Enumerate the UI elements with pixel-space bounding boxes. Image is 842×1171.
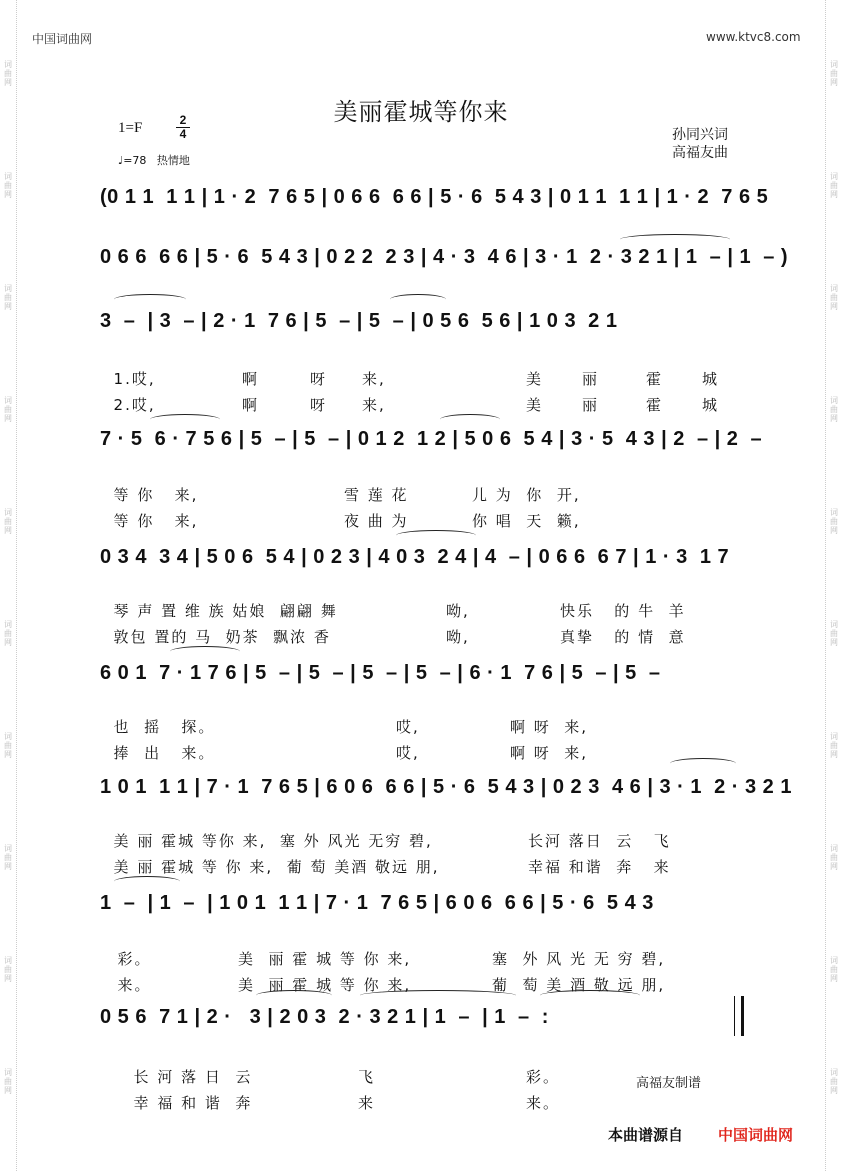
watermark-text: 词曲网 <box>4 172 12 199</box>
time-signature <box>176 114 190 141</box>
slur <box>670 758 736 769</box>
staff-row <box>100 300 740 344</box>
tempo-value: ♩=78 <box>118 154 147 167</box>
lyricist: 孙同兴词 <box>672 127 728 143</box>
key-signature: 1=F <box>118 120 143 136</box>
lyric-line: 捧 出 来。 哎, 啊 呀 来, <box>113 744 589 762</box>
watermark-text: 词曲网 <box>830 620 838 647</box>
lyric-line: 长 河 落 日 云 飞 彩。 <box>133 1068 561 1086</box>
notation-line: 0 3 4 3 4 | 5 0 6 5 4 | 0 2 3 | 4 0 3 2 4 | 4 – | 0 6 6 6 7 | 1 · 3 1 7 <box>100 546 730 568</box>
song-title: 美丽霍城等你来 <box>333 98 509 126</box>
notation-line: 3 – | 3 – | 2 · 1 7 6 | 5 – | 5 – | 0 5 6 5 6 | 1 0 3 2 1 <box>100 310 618 332</box>
staff-row <box>100 536 740 580</box>
notation-line: 6 0 1 7 · 1 7 6 | 5 – | 5 – | 5 – | 5 – | 6 · 1 7 6 | 5 – | 5 – <box>100 662 661 684</box>
notation-line: 1 – | 1 – | 1 0 1 1 1 | 7 · 1 7 6 5 | 6 0 6 6 6 | 5 · 6 5 4 3 <box>100 892 654 914</box>
slur <box>114 876 180 887</box>
slur <box>390 294 446 305</box>
watermark-text: 词曲网 <box>4 1068 12 1095</box>
notation-line: 0 5 6 7 1 | 2 · 3 | 2 0 3 2 · 3 2 1 | 1 – | 1 – : <box>100 1006 549 1028</box>
watermark-text: 词曲网 <box>4 732 12 759</box>
lyric-line: 等 你 来, 雪 莲 花 儿 为 你 开, <box>113 486 581 504</box>
watermark-text: 词曲网 <box>830 508 838 535</box>
slur <box>620 234 730 245</box>
notation-line: 7 · 5 6 · 7 5 6 | 5 – | 5 – | 0 1 2 1 2 | 5 0 6 5 4 | 3 · 5 4 3 | 2 – | 2 – <box>100 428 763 450</box>
source-label: 本曲谱源自 <box>608 1126 684 1144</box>
watermark-text: 词曲网 <box>830 60 838 87</box>
watermark-text: 词曲网 <box>4 396 12 423</box>
lyric-line: 2.哎, 啊 呀 来, 美 丽 霍 城 <box>113 396 720 414</box>
watermark-text: 词曲网 <box>4 284 12 311</box>
tempo-marking <box>118 152 190 168</box>
slur <box>150 414 220 425</box>
slur <box>114 294 186 305</box>
final-repeat-barline <box>734 996 744 1036</box>
watermark-text: 词曲网 <box>830 172 838 199</box>
slur <box>256 990 332 1001</box>
lyric-line: 等 你 来, 夜 曲 为 你 唱 天 籁, <box>113 512 581 530</box>
staff-row <box>100 996 740 1040</box>
site-url-right: www.ktvc8.com <box>706 30 801 44</box>
lyric-line: 彩。 美 丽 霍 城 等 你 来, 塞 外 风 光 无 穷 碧, <box>117 950 666 968</box>
left-watermark-strip <box>0 0 17 1171</box>
lyric-line: 琴 声 置 维 族 姑娘 翩翩 舞 呦, 快乐 的 牛 羊 <box>113 602 686 620</box>
lyric-line: 也 摇 探。 哎, 啊 呀 来, <box>113 718 589 736</box>
slur <box>440 414 500 425</box>
staff-row <box>100 176 769 220</box>
lyric-line: 来。 美 丽 霍 城 等 你 来, 葡 萄 美 酒 敬 远 朋, <box>117 976 666 994</box>
slur <box>540 990 640 1001</box>
staff-row <box>100 882 740 926</box>
site-name-left: 中国词曲网 <box>32 32 93 46</box>
staff-row <box>100 236 789 280</box>
watermark-text: 词曲网 <box>830 284 838 311</box>
watermark-text: 词曲网 <box>830 844 838 871</box>
lyric-line: 美 丽 霍城 等 你 来, 葡 萄 美酒 敬远 朋, 幸福 和谐 奔 来 <box>113 858 671 876</box>
notation-line: 0 6 6 6 6 | 5 · 6 5 4 3 | 0 2 2 2 3 | 4 · 3 4 6 | 3 · 1 2 · 3 2 1 | 1 – | 1 – ) <box>100 246 789 268</box>
lyric-line: 美 丽 霍城 等你 来, 塞 外 风光 无穷 碧, 长河 落日 云 飞 <box>113 832 671 850</box>
watermark-text: 词曲网 <box>4 620 12 647</box>
staff-row <box>100 652 740 696</box>
right-watermark-strip <box>825 0 842 1171</box>
composer: 高福友曲 <box>672 145 728 161</box>
slur <box>170 646 240 657</box>
watermark-text: 词曲网 <box>830 396 838 423</box>
lyric-line: 1.哎, 啊 呀 来, 美 丽 霍 城 <box>113 370 720 388</box>
lyric-line: 敦包 置的 马 奶茶 飘浓 香 呦, 真挚 的 情 意 <box>113 628 686 646</box>
watermark-text: 词曲网 <box>4 844 12 871</box>
watermark-text: 词曲网 <box>4 60 12 87</box>
tempo-expression: 热情地 <box>156 154 190 167</box>
source-site-link[interactable]: 中国词曲网 <box>718 1126 794 1144</box>
staff-row <box>100 418 763 462</box>
notation-line: (0 1 1 1 1 | 1 · 2 7 6 5 | 0 6 6 6 6 | 5 · 6 5 4 3 | 0 1 1 1 1 | 1 · 2 7 6 5 <box>100 186 769 208</box>
watermark-text: 词曲网 <box>4 956 12 983</box>
watermark-text: 词曲网 <box>830 956 838 983</box>
meter-bottom: 4 <box>176 127 190 141</box>
watermark-text: 词曲网 <box>4 508 12 535</box>
lyric-line: 幸 福 和 谐 奔 来 来。 <box>133 1094 561 1112</box>
slur <box>396 530 476 541</box>
staff-row <box>100 766 792 810</box>
credits <box>672 126 728 162</box>
slur <box>360 990 516 1001</box>
notation-line: 1 0 1 1 1 | 7 · 1 7 6 5 | 6 0 6 6 6 | 5 · 6 5 4 3 | 0 2 3 4 6 | 3 · 1 2 · 3 2 1 <box>100 776 792 798</box>
watermark-text: 词曲网 <box>830 1068 838 1095</box>
score-maker: 高福友制谱 <box>636 1076 702 1091</box>
watermark-text: 词曲网 <box>830 732 838 759</box>
meter-top: 2 <box>179 113 187 127</box>
